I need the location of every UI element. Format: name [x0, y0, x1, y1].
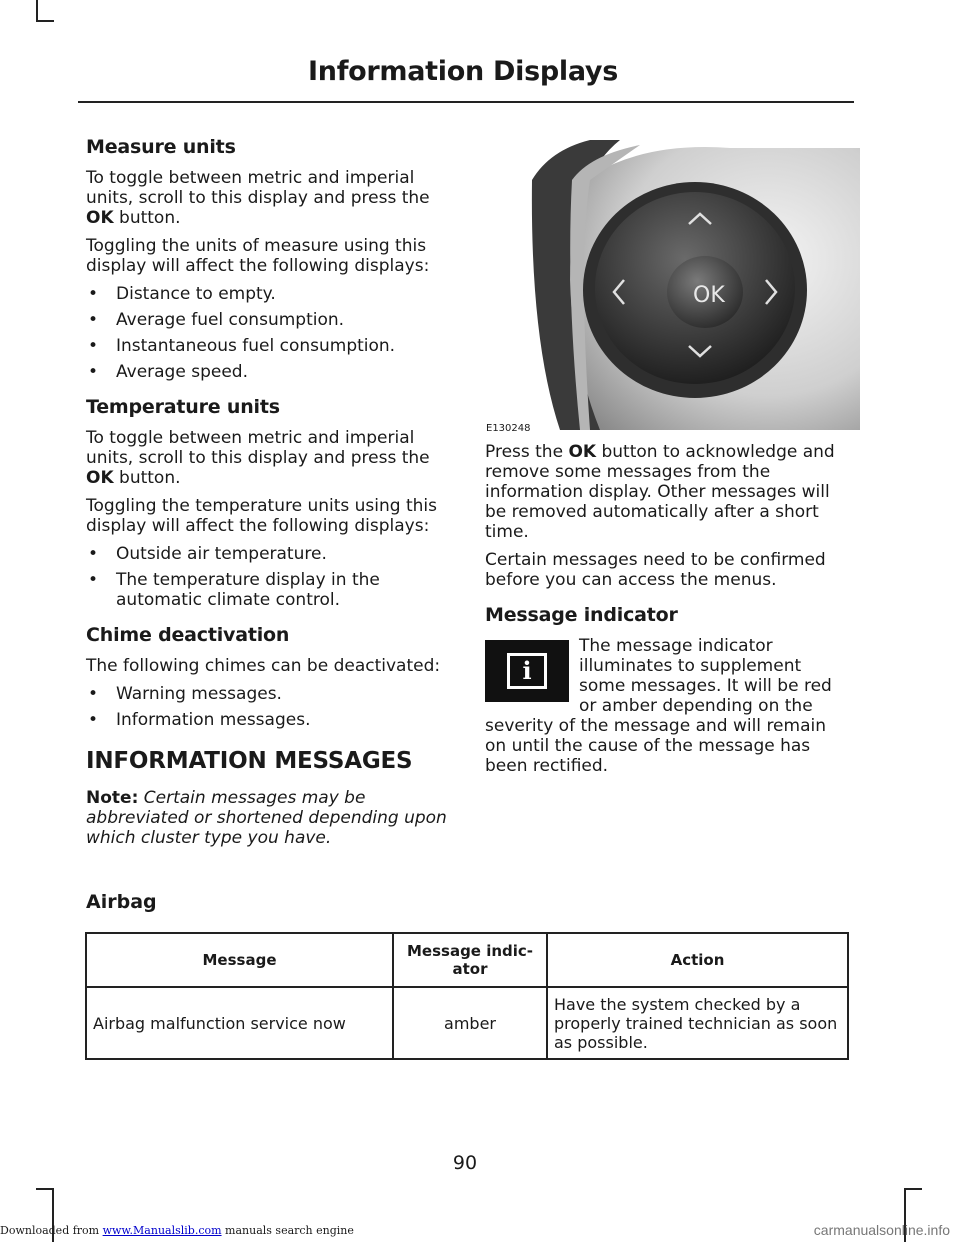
list-item: • Average fuel consumption.	[86, 310, 448, 330]
list-item: • Warning messages.	[86, 684, 448, 704]
confirm-paragraph: Certain messages need to be confirmed before you can access the menus.	[485, 550, 826, 590]
list-item: • Instantaneous fuel consumption.	[86, 336, 448, 356]
table-header-row	[86, 933, 848, 987]
text: button.	[113, 468, 181, 488]
note-paragraph	[86, 788, 448, 848]
ok-label: OK	[86, 468, 114, 488]
cell-action: Have the system checked by a properly trained technician as soon as possible.	[547, 987, 848, 1059]
text: button to acknowledge and remove some messages from the information display. Other messages will be removed automatically after a short time.	[485, 442, 835, 542]
header-rule	[78, 101, 854, 103]
message-indicator-icon	[485, 640, 569, 702]
chime-paragraph: The following chimes can be deactivated:	[86, 656, 441, 676]
steering-wheel-button-image	[530, 140, 860, 430]
text: button.	[113, 208, 181, 228]
manualslib-link[interactable]: www.Manualslib.com	[102, 1224, 222, 1237]
crop-mark	[36, 20, 54, 22]
table-row	[86, 987, 848, 1059]
column-header-indicator: Message indic- ator	[393, 933, 547, 987]
press-ok-paragraph	[485, 442, 851, 542]
crop-mark	[36, 0, 38, 22]
footer-text: Downloaded from	[0, 1224, 103, 1237]
temperature-units-paragraph	[86, 428, 448, 488]
text: To toggle between metric and imperial units, scroll to this display and press the	[86, 428, 430, 468]
list-item: • Outside air temperature.	[86, 544, 448, 564]
message-indicator-block	[485, 636, 851, 776]
column-header-action: Action	[547, 933, 848, 987]
crop-mark	[904, 1188, 922, 1190]
measure-units-effect: Toggling the units of measure using this display will affect the following displays:	[86, 236, 430, 276]
airbag-heading: Airbag	[86, 891, 157, 913]
image-code: E130248	[486, 423, 531, 434]
column-header-message: Message	[86, 933, 393, 987]
ok-label: OK	[86, 208, 114, 228]
info-icon: i	[507, 653, 547, 689]
page-title: Information Displays	[308, 56, 618, 87]
measure-units-heading: Measure units	[86, 136, 236, 158]
chime-deactivation-heading: Chime deactivation	[86, 624, 290, 646]
list-item: • Information messages.	[86, 710, 448, 730]
ok-button-label: OK	[693, 283, 725, 308]
steering-control-illustration	[530, 140, 860, 430]
footer-text: manuals search engine	[221, 1224, 354, 1237]
measure-units-list	[86, 284, 448, 382]
text: Press the	[485, 442, 569, 462]
temperature-units-heading: Temperature units	[86, 396, 280, 418]
right-column	[485, 136, 851, 784]
page-number: 90	[452, 1152, 478, 1174]
ok-label: OK	[568, 442, 597, 462]
note-text: Certain messages may be abbreviated or shortened depending upon which cluster type you have.	[86, 788, 447, 848]
information-messages-heading: INFORMATION MESSAGES	[86, 748, 413, 774]
temperature-units-effect: Toggling the temperature units using this display will affect the following displays:	[86, 496, 437, 536]
message-indicator-text: The message indicator illuminates to supplement some messages. It will be red or amber depending on the severity of the message and will remain on until the cause of the message has been rectified.	[485, 636, 832, 776]
list-item: • Average speed.	[86, 362, 448, 382]
left-column	[86, 136, 448, 856]
download-footer	[0, 1224, 354, 1237]
note-label: Note:	[86, 788, 139, 808]
cell-message: Airbag malfunction service now	[86, 987, 393, 1059]
cell-indicator: amber	[393, 987, 547, 1059]
list-item: • The temperature display in the automatic climate control.	[86, 570, 448, 610]
list-item: • Distance to empty.	[86, 284, 448, 304]
watermark: carmanualsonline.info	[813, 1222, 950, 1238]
message-indicator-heading: Message indicator	[485, 604, 678, 626]
text: To toggle between metric and imperial units, scroll to this display and press the	[86, 168, 430, 208]
measure-units-paragraph	[86, 168, 448, 228]
airbag-table	[85, 932, 849, 1060]
temperature-units-list	[86, 544, 448, 610]
chime-list	[86, 684, 448, 730]
